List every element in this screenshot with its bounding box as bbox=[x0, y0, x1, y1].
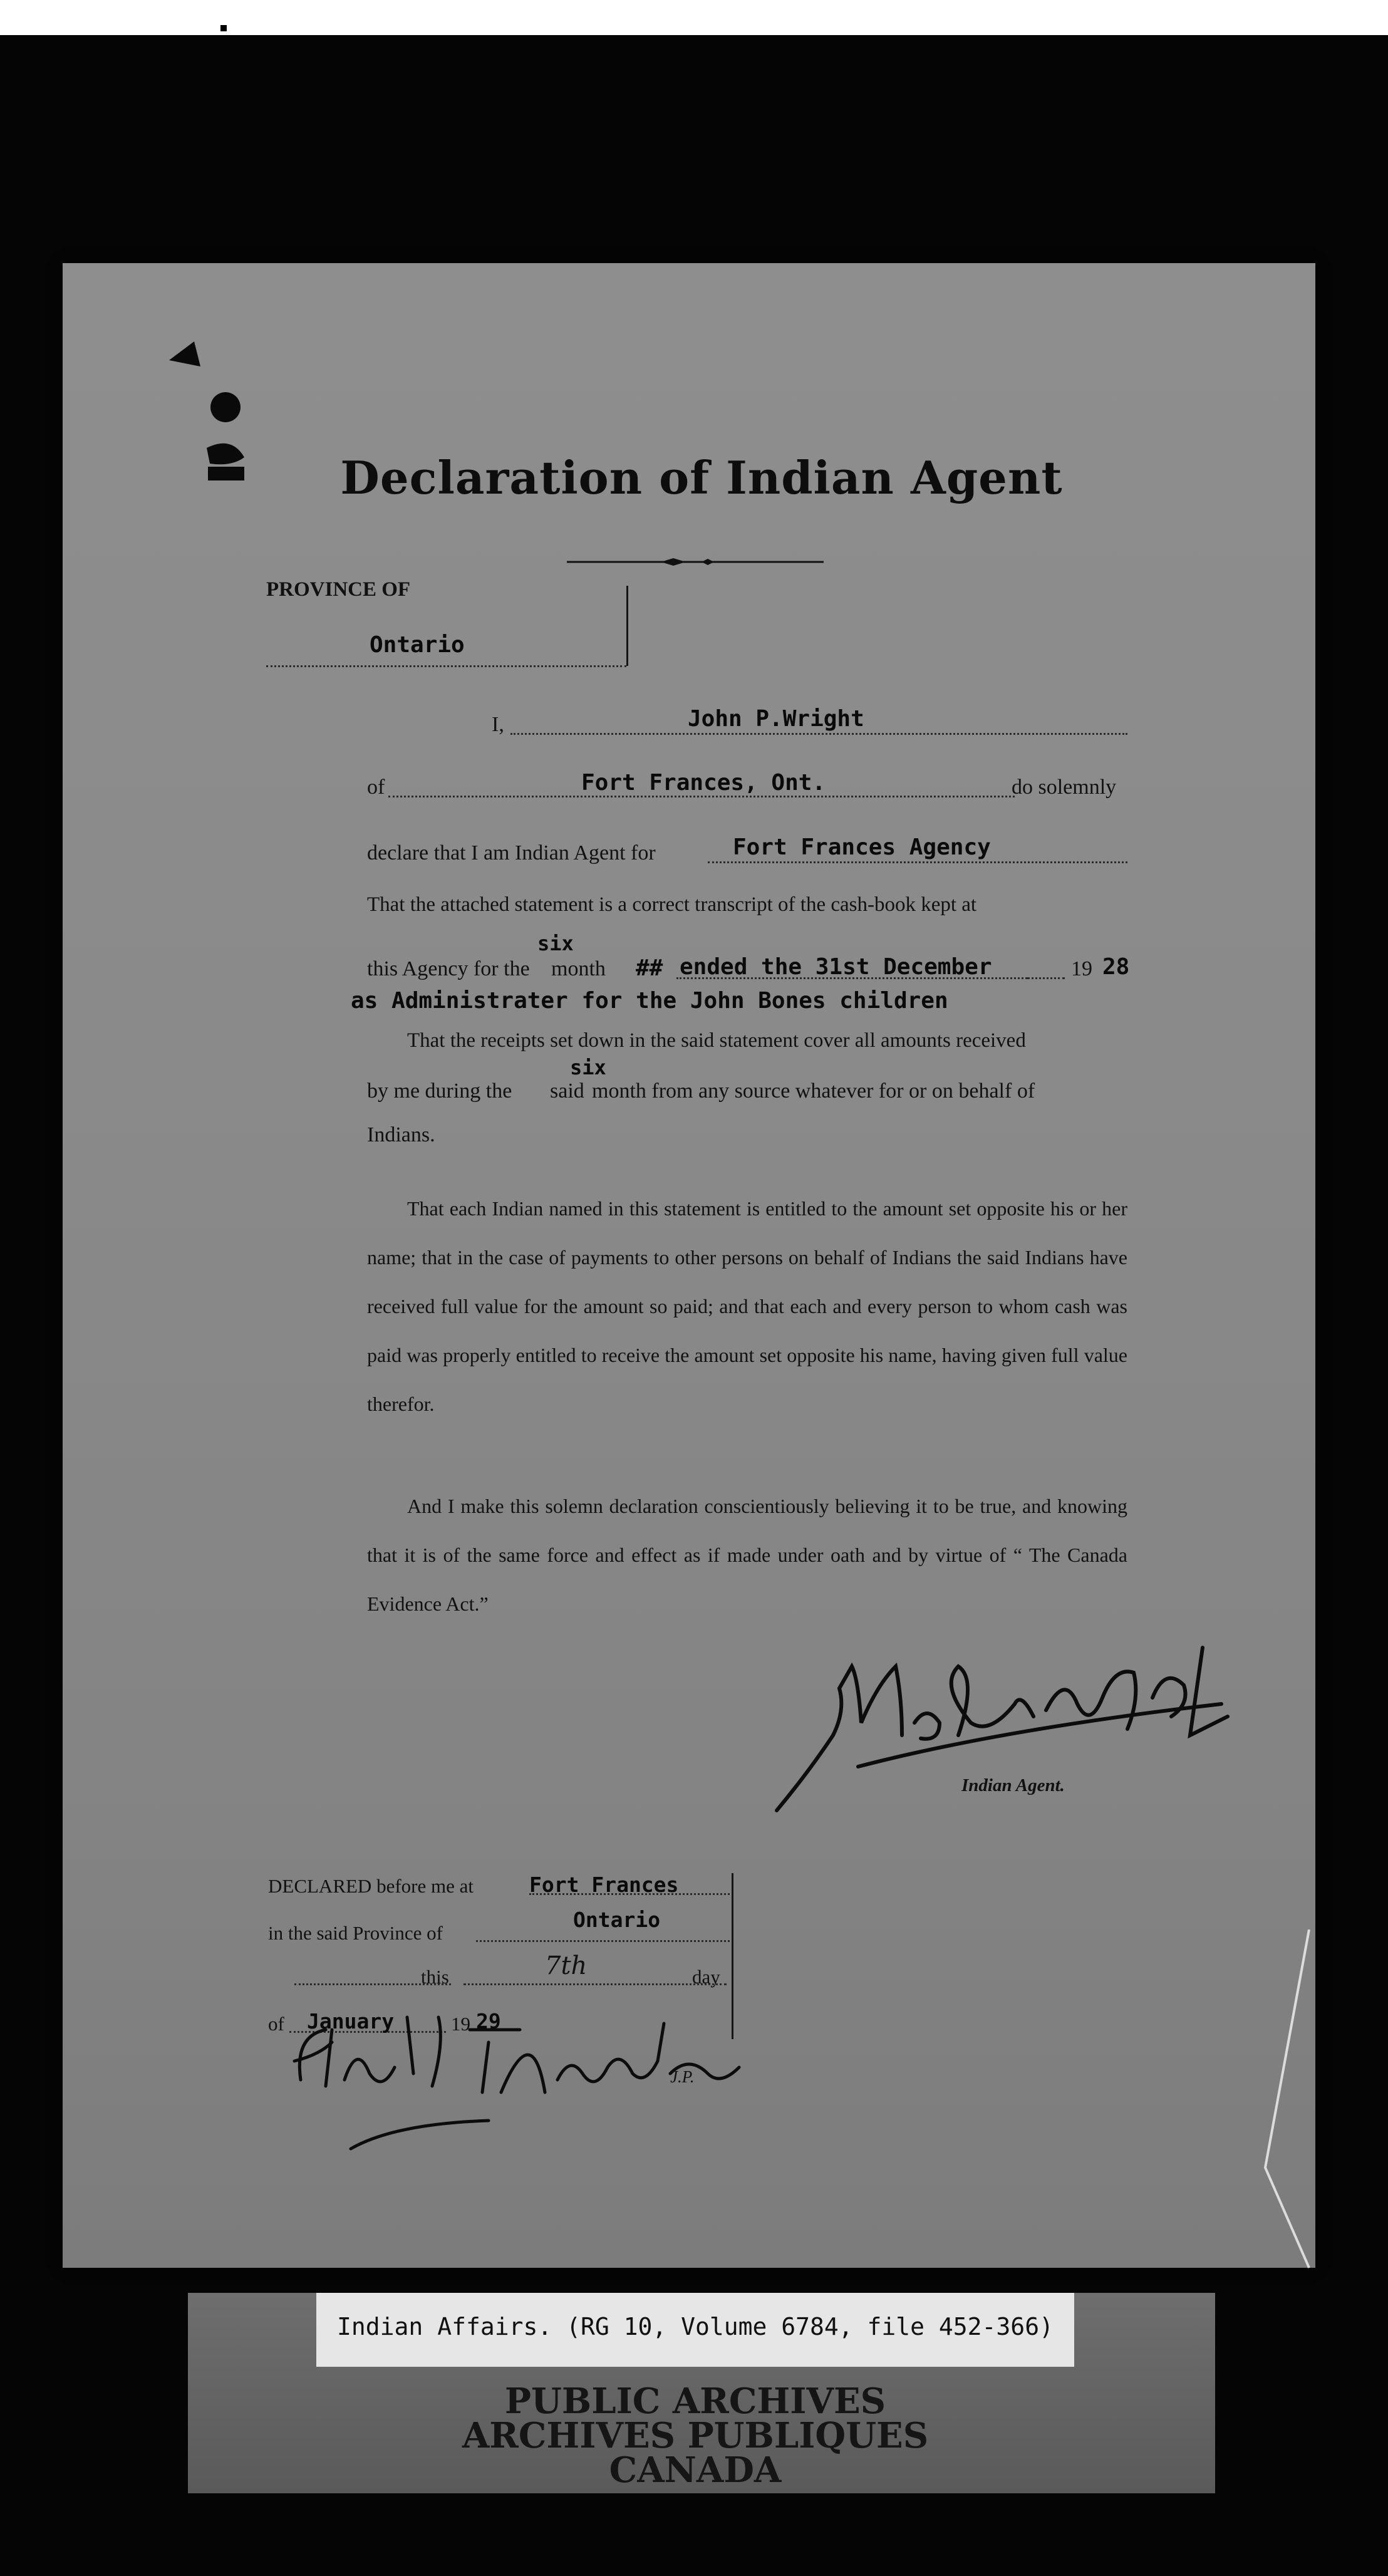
agency-for-text: this Agency for the bbox=[367, 957, 530, 980]
page-fold bbox=[1190, 1929, 1315, 2280]
province-of-label: in the said Province of bbox=[268, 1922, 443, 1944]
year2-prefix: 19 bbox=[451, 2013, 470, 2035]
of-label-2: of bbox=[268, 2013, 284, 2035]
declare-text: declare that I am Indian Agent for bbox=[367, 841, 656, 865]
indian-agent-label: Indian Agent. bbox=[961, 1775, 1065, 1795]
title-ornament bbox=[567, 558, 824, 566]
agent-name: John P.Wright bbox=[688, 706, 864, 732]
province-of-value: Ontario bbox=[573, 1908, 661, 1932]
solemn-paragraph: And I make this solemn declaration conscientiously believing it to be true, and knowing that it is of the same force and effect as if made under oath and by virtue of “ The Canada Evidence Act.” bbox=[367, 1495, 1127, 1615]
statement-text: That the attached statement is a correct transcript of the cash-book kept at bbox=[367, 893, 977, 916]
scan-corner-mark bbox=[220, 25, 227, 31]
six-inserted-2: six bbox=[570, 1056, 606, 1079]
administrator-line: as Administrater for the John Bones children bbox=[351, 988, 948, 1014]
day-label: day bbox=[692, 1966, 720, 1988]
declared-label: DECLARED before me at bbox=[268, 1875, 474, 1897]
receipts-line-1: That the receipts set down in the said statement cover all amounts received bbox=[407, 1029, 1026, 1052]
year-line bbox=[1027, 977, 1065, 979]
this-label: this bbox=[421, 1966, 449, 1988]
of-label: of bbox=[367, 776, 385, 799]
said-word: said bbox=[550, 1079, 584, 1103]
year-prefix: 19 bbox=[1071, 957, 1092, 980]
stamp-line-3: CANADA bbox=[609, 2449, 782, 2491]
day-line bbox=[464, 1983, 727, 1985]
of-line bbox=[388, 796, 1015, 797]
year2-suffix: 29 bbox=[476, 2009, 501, 2033]
stamp-line-1: PUBLIC ARCHIVES bbox=[504, 2381, 886, 2422]
receipts-line-2-post: month from any source whatever for or on behalf of bbox=[592, 1079, 1035, 1103]
agency-line bbox=[708, 861, 1127, 863]
receipts-line-2-pre: by me during the bbox=[367, 1079, 512, 1103]
province-label: PROVINCE OF bbox=[266, 578, 411, 601]
agency-value: Fort Frances Agency bbox=[733, 834, 991, 860]
receipts-line-3: Indians. bbox=[367, 1123, 435, 1146]
struck-word: ## bbox=[636, 955, 663, 981]
declared-place: Fort Frances bbox=[529, 1872, 679, 1897]
province-bracket bbox=[626, 586, 628, 666]
punch-hole-marks bbox=[163, 341, 257, 492]
stamp-line-2: ARCHIVES PUBLIQUES bbox=[462, 2415, 929, 2456]
solemnly-text: do solemnly bbox=[1012, 776, 1117, 799]
ended-value: ended the 31st December bbox=[680, 954, 992, 980]
year-suffix: 28 bbox=[1102, 954, 1130, 980]
of-value: Fort Frances, Ont. bbox=[581, 770, 826, 796]
day-value: 7th bbox=[545, 1951, 588, 1980]
name-line bbox=[510, 733, 1127, 735]
province-value: Ontario bbox=[370, 632, 465, 658]
jp-signature bbox=[282, 2005, 814, 2168]
archive-reference-label: Indian Affairs. (RG 10, Volume 6784, file 452-366) bbox=[337, 2313, 1054, 2340]
month-value: January bbox=[307, 2009, 395, 2033]
province-line bbox=[266, 665, 626, 667]
province-of-line bbox=[476, 1940, 730, 1942]
six-inserted: six bbox=[537, 932, 574, 955]
document-title: Declaration of Indian Agent bbox=[340, 451, 1063, 504]
entitlement-paragraph: That each Indian named in this statement is entitled to the amount set opposite his or her name; that in the case of payments to other persons on behalf of Indians the said Indians have received full value for the amount so paid; and that each and every person to whom cash was paid was properly entitled to receive the amount set opposite his name, having given full value therefor. bbox=[367, 1197, 1127, 1415]
i-label: I, bbox=[492, 713, 504, 736]
jp-label: J.P. bbox=[670, 2067, 695, 2086]
month-word: month bbox=[551, 957, 606, 980]
